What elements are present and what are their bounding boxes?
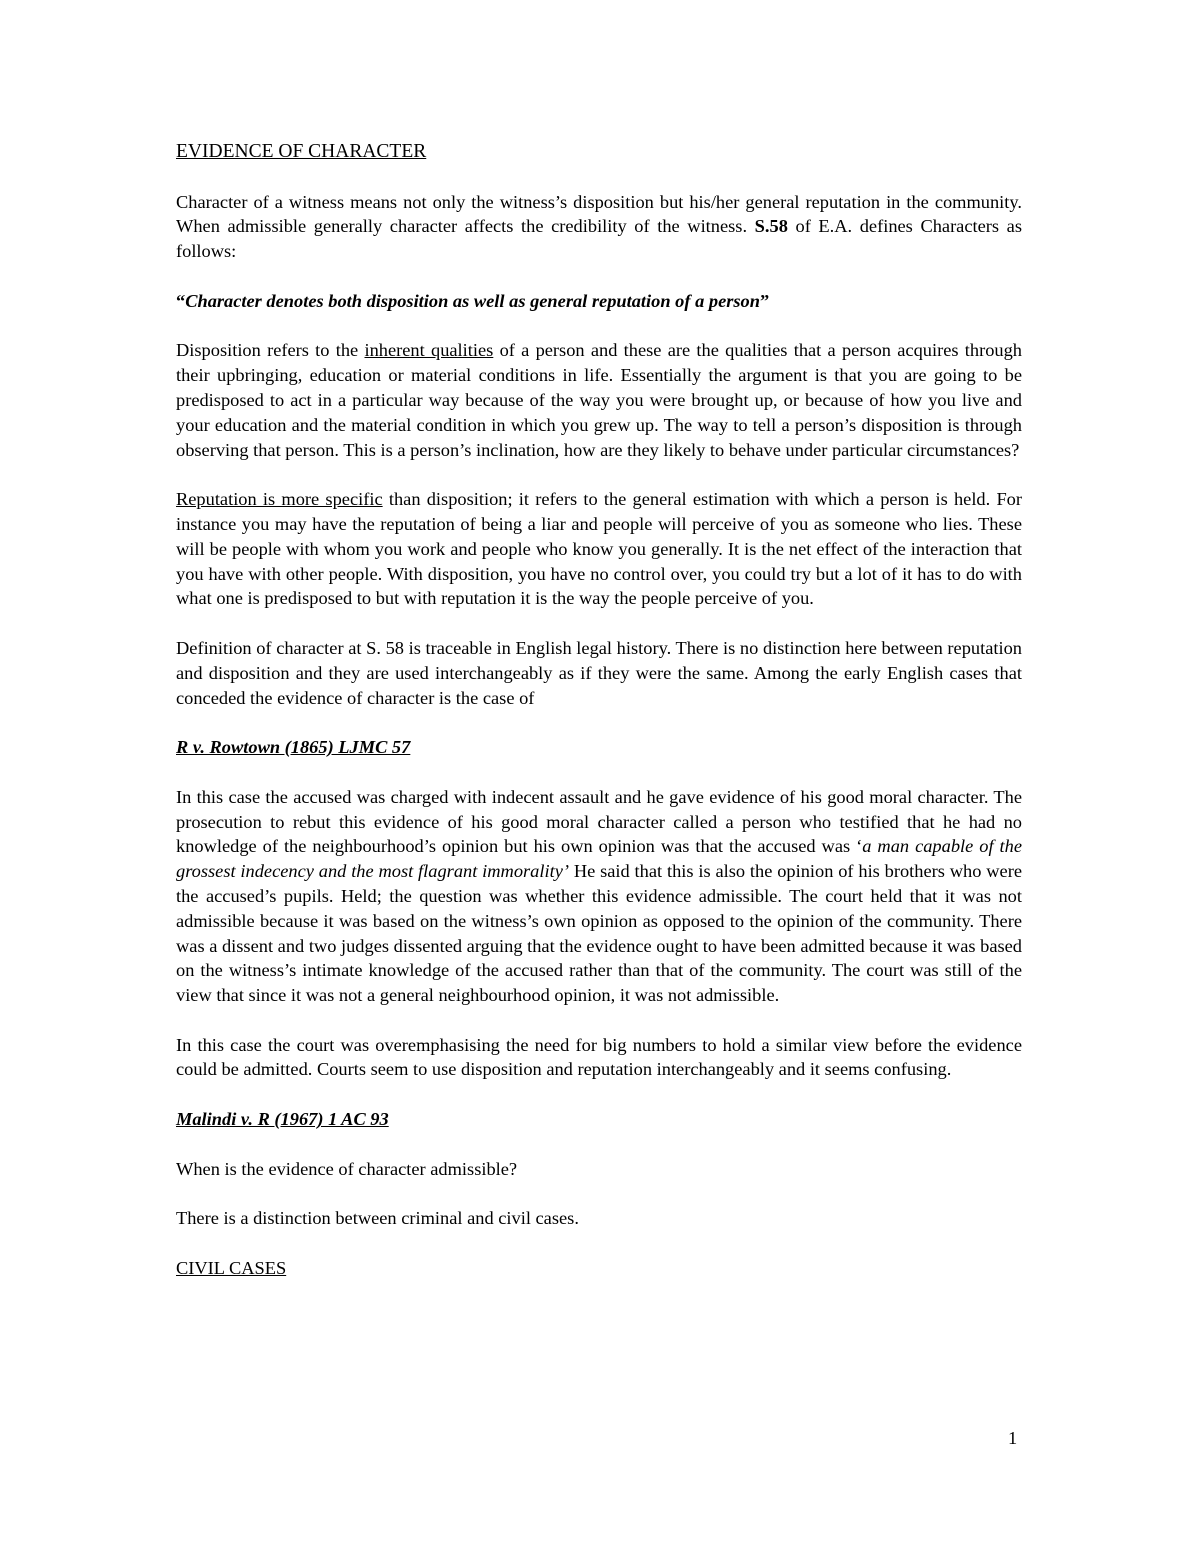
- rowtown-paragraph: [176, 785, 1022, 1008]
- intro-text-1: Character of a witness means not only the witness’s disposition but his/her general reputation in the community. When admissible generally character affects the credibility of the witness.: [176, 191, 1022, 237]
- disposition-text-1: Disposition refers to the: [176, 340, 365, 361]
- civil-cases-heading: CIVIL CASES: [176, 1257, 287, 1278]
- commentary-paragraph: In this case the court was overemphasising the need for big numbers to hold a similar view before the evidence could be admitted. Courts seem to use disposition and reputation interchangeably and it seems confusing.: [176, 1034, 1022, 1080]
- disposition-text-2: of a person and these are the qualities that a person acquires through their upbringing, education or material conditions in life. Essentially the argument is that you are going to be predisposed to act in a particular way because of the way you were brought up, or because of how you live and your education and the material condition in which you grew up. The way to tell a person’s disposition is through observing that person. This is a person’s inclination, how are they likely to behave under particular circumstances?: [176, 340, 1022, 460]
- quote-open: “: [176, 290, 186, 311]
- history-paragraph: Definition of character at S. 58 is traceable in English legal history. There is no distinction here between reputation and disposition and they are used interchangeably as if they were the same. Among the early English cases that conceded the evidence of character is the case of: [176, 637, 1022, 708]
- rowtown-quote: a man capable of the grossest indecency and the most flagrant immorality’: [176, 836, 1022, 882]
- quote-close: ”: [759, 290, 770, 311]
- intro-text-2: of E.A. defines Characters as follows:: [176, 216, 1022, 262]
- disposition-term: inherent qualities: [364, 340, 494, 361]
- document-body: [176, 140, 1022, 1281]
- rowtown-text-1: In this case the accused was charged with indecent assault and he gave evidence of his good moral character. The prosecution to rebut this evidence of his good moral character called a person who testified that he had no knowledge of the neighbourhood’s opinion but his own opinion was that the accused was ‘: [176, 786, 1022, 857]
- definition-quote: [176, 289, 1022, 314]
- intro-paragraph: [176, 190, 1022, 264]
- page-number: 1: [1008, 1428, 1018, 1448]
- reputation-term: Reputation is more specific: [176, 489, 383, 510]
- question-paragraph: When is the evidence of character admissible?: [176, 1158, 518, 1179]
- reputation-text: than disposition; it refers to the general estimation with which a person is held. For instance you may have the reputation of being a liar and people will perceive of you as someone who lies. These will be people with whom you work and people who know you generally. It is the net effect of the interaction that you have with other people. With disposition, you have no control over, you could try but a lot of it has to do with what one is predisposed to but with reputation it is the way the people perceive of you.: [176, 489, 1022, 609]
- reputation-paragraph: [176, 487, 1022, 611]
- case-heading-rowtown: R v. Rowtown (1865) LJMC 57: [176, 737, 411, 758]
- rowtown-text-2: He said that this is also the opinion of his brothers who were the accused’s pupils. Held; the question was whether this evidence admissible. The court held that it was not admissible because it was based on the witness’s own opinion as opposed to the opinion of the community. There was a dissent and two judges dissented arguing that the evidence ought to have been admitted because it was based on the witness’s intimate knowledge of the accused rather than that of the community. The court was still of the view that since it was not a general neighbourhood opinion, it was not admissible.: [176, 861, 1022, 1006]
- document-title: EVIDENCE OF CHARACTER: [176, 141, 427, 162]
- disposition-paragraph: [176, 338, 1022, 462]
- quote-text: Character denotes both disposition as well as general reputation of a person: [185, 290, 760, 311]
- case-heading-malindi: Malindi v. R (1967) 1 AC 93: [176, 1109, 389, 1130]
- section-reference: S.58: [754, 216, 788, 237]
- distinction-paragraph: There is a distinction between criminal and civil cases.: [176, 1208, 579, 1229]
